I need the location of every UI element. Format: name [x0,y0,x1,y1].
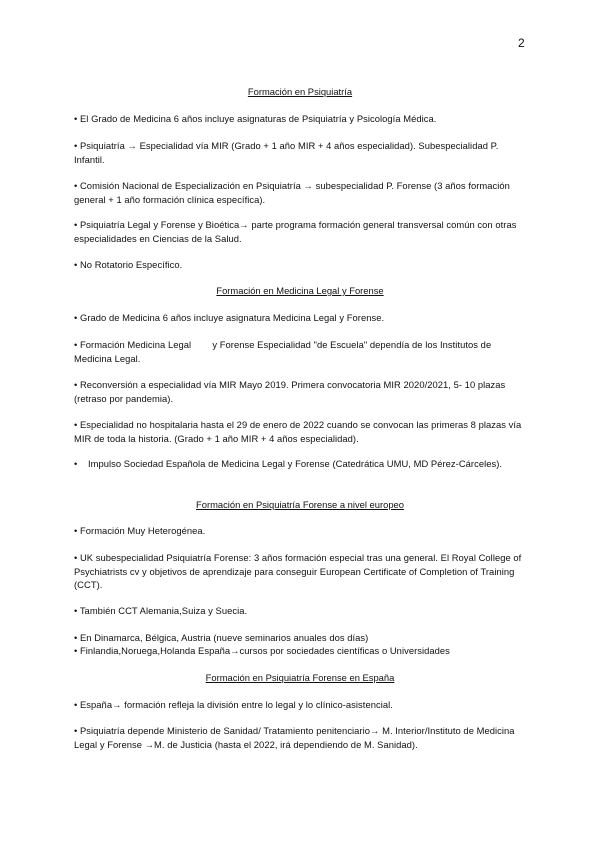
paragraph: • Comisión Nacional de Especialización en Psiquiatría → subespecialidad P. Forense (3 años formación general + 1 año formación clínica específica). [74,180,513,205]
paragraph: • Psiquiatría → Especialidad vía MIR (Grado + 1 año MIR + 4 años especialidad). Subespecialidad P. Infantil. [74,140,502,165]
paragraph: • Especialidad no hospitalaria hasta el 29 de enero de 2022 cuando se convocan las primeras 8 plazas vía MIR de toda la historia. (Grado + 1 año MIR + 4 años especialidad). [74,419,524,444]
paragraph: • Formación Muy Heterogénea. [74,525,206,536]
paragraph: • Psiquiatría depende Ministerio de Sanidad/ Tratamiento penitenciario→ M. Interior/Instituto de Medicina Legal y Forense →M. de Justicia (hasta el 2022, irá dependiendo de M. Sanidad). [74,725,518,750]
paragraph: • Formación Medicina Legal y Forense Especialidad "de Escuela" dependía de los Institutos de Medicina Legal. [74,339,494,364]
section-heading-europeo: Formación en Psiquiatría Forense a nivel europeo [196,499,404,510]
paragraph: • El Grado de Medicina 6 años incluye asignaturas de Psiquiatría y Psicología Médica. [74,113,437,124]
paragraph: • UK subespecialidad Psiquiatría Forense: 3 años formación especial tras una general. El Royal College of Psychiatrists cv y objetivos de aprendizaje para conseguir European Certificate of Completion of Training (CCT). [74,552,524,590]
paragraph: • También CCT Alemania,Suiza y Suecia. [74,605,248,616]
paragraph: • España→ formación refleja la división entre lo legal y lo clínico-asistencial. [74,699,393,710]
paragraph: • No Rotatorio Específico. [74,259,183,270]
section-heading-medicina-legal: Formación en Medicina Legal y Forense [216,285,384,296]
paragraph: • Psiquiatría Legal y Forense y Bioética→ parte programa formación general transversal común con otras especialidades en Ciencias de la Salud. [74,219,520,244]
paragraph: • Reconversión a especialidad vía MIR Mayo 2019. Primera convocatoria MIR 2020/2021, 5- 10 plazas (retraso por pandemia). [74,379,508,404]
paragraph: • Finlandia,Noruega,Holanda España→cursos por sociedades científicas o Universidades [74,645,450,656]
section-heading-psiquiatria: Formación en Psiquiatría [247,86,353,97]
paragraph: • Grado de Medicina 6 años incluye asignatura Medicina Legal y Forense. [74,312,385,323]
page-number: 2 [518,36,525,50]
section-heading-espana: Formación en Psiquiatría Forense en España [205,672,395,683]
paragraph: • Impulso Sociedad Española de Medicina Legal y Forense (Catedrática UMU, MD Pérez-Cárceles). [74,458,503,469]
paragraph: • En Dinamarca, Bélgica, Austria (nueve seminarios anuales dos días) [74,632,369,643]
